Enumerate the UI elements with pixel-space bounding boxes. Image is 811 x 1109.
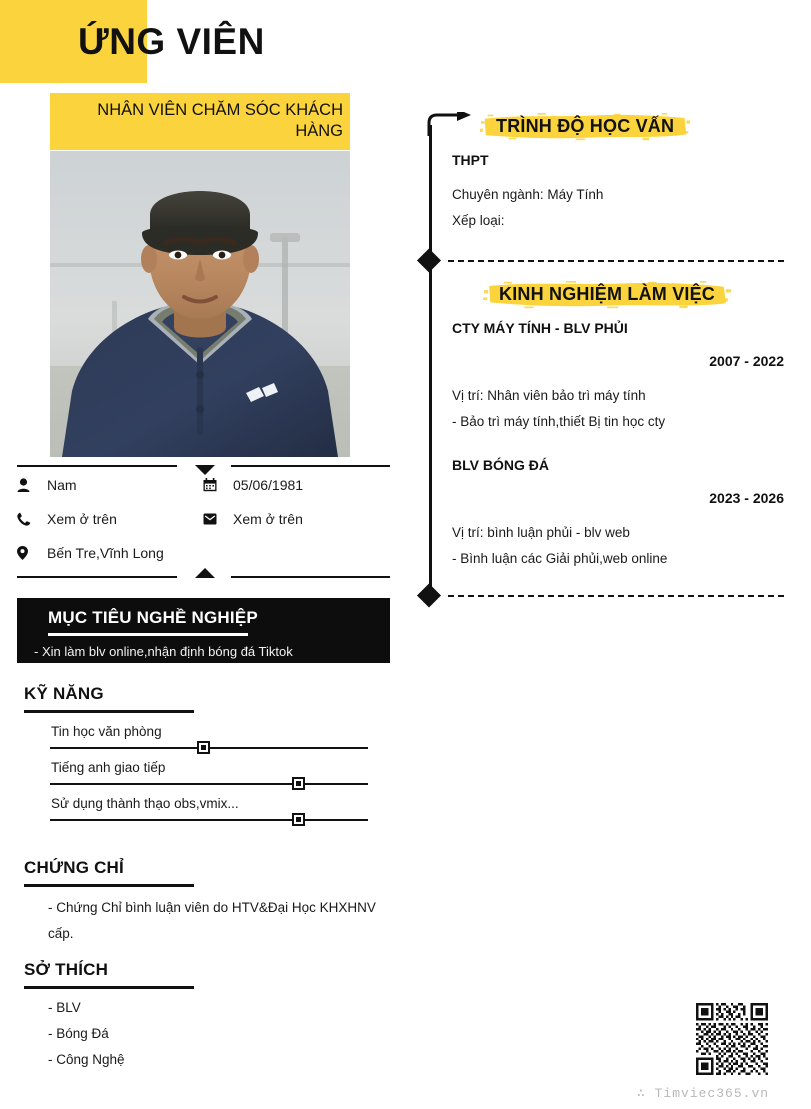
contact-value: Nam [47,477,77,493]
brand-watermark: ∴ Timviec365.vn [637,1086,770,1101]
contact-birthdate [203,477,389,493]
section-title-skills: KỸ NĂNG [24,684,104,703]
section-title-education [480,113,690,141]
contact-value: Bến Tre,Vĩnh Long [47,545,164,561]
contact-value: Xem ở trên [47,511,117,527]
certificates-section [24,858,390,947]
section-underline [24,710,194,713]
contact-row [17,477,390,511]
section-title-certificates: CHỨNG CHỈ [24,858,124,877]
mail-icon [203,513,233,525]
skill-slider-knob[interactable] [197,741,210,754]
contact-phone [17,511,203,527]
timeline-dashed-divider [448,260,784,262]
education-entry [452,152,784,235]
education-title-text: TRÌNH ĐỘ HỌC VẤN [496,116,675,136]
section-title-hobbies: SỞ THÍCH [24,960,109,979]
skill-slider-track[interactable] [50,783,368,785]
timeline-node [417,248,441,272]
skill-item [24,760,390,785]
calendar-icon [203,478,233,492]
certificate-text: - Chứng Chỉ bình luận viên do HTV&Đại Học KHXHNV cấp. [48,899,376,941]
skill-item [24,796,390,821]
skill-slider-knob[interactable] [292,777,305,790]
contact-address [17,545,203,561]
education-grade: Xếp loại: [452,213,505,229]
experience-period: 2007 - 2022 [709,353,784,369]
section-underline [24,986,194,989]
experience-title-text: KINH NGHIỆM LÀM VIỆC [499,284,716,304]
timeline-arrow-icon [427,112,477,138]
skill-label: Tiếng anh giao tiếp [51,759,166,775]
section-title-experience [483,281,731,309]
education-school: THPT [452,152,489,168]
experience-entry [452,457,784,573]
skill-label: Tin học văn phòng [51,723,162,739]
phone-icon [17,512,47,526]
section-title-objective: MỤC TIÊU NGHỀ NGHIỆP [48,608,258,627]
page-title: ỨNG VIÊN [78,21,265,62]
qr-code-icon [693,1003,771,1075]
experience-position: Vị trí: bình luận phủi - blv web [452,525,630,540]
objective-text: - Xin làm blv online,nhận định bóng đá Tiktok [34,643,293,659]
contact-value: Xem ở trên [233,511,303,527]
contact-row [17,545,390,579]
location-pin-icon [17,546,47,560]
section-underline [24,884,194,887]
education-major: Chuyên ngành: Máy Tính [452,187,604,202]
experience-entry [452,320,784,436]
person-icon [17,478,47,492]
skills-section [24,684,390,821]
candidate-photo [50,151,350,457]
experience-company: CTY MÁY TÍNH - BLV PHỦI [452,320,628,336]
contact-row [17,511,390,545]
skill-slider-track[interactable] [50,819,368,821]
experience-position: Vị trí: Nhân viên bảo trì máy tính [452,388,646,403]
experience-company: BLV BÓNG ĐÁ [452,457,549,473]
hobby-item: - BLV [48,999,81,1015]
experience-duty: - Bình luận các Giải phủi,web online [452,551,668,567]
qr-code[interactable] [693,1003,771,1075]
job-title-bar: NHÂN VIÊN CHĂM SÓC KHÁCH HÀNG [50,93,350,150]
contact-divider-top [17,461,390,471]
section-underline [48,633,248,636]
timeline-spine [429,125,432,600]
timeline-node [417,583,441,607]
experience-duty: - Bảo trì máy tính,thiết Bị tin học cty [452,414,666,430]
portrait-illustration [50,151,350,457]
hobbies-section [24,960,390,1073]
skill-slider-track[interactable] [50,747,368,749]
timeline-dashed-divider [448,595,784,597]
hobby-item: - Bóng Đá [48,1025,109,1041]
experience-period: 2023 - 2026 [709,490,784,506]
skill-slider-knob[interactable] [292,813,305,826]
contact-value: 05/06/1981 [233,477,304,493]
career-objective-section [17,598,390,663]
skill-item [24,724,390,749]
chevron-down-icon [195,465,215,475]
skill-label: Sử dụng thành thạo obs,vmix... [51,795,239,811]
contact-gender [17,477,203,493]
contact-email [203,511,389,527]
contact-info [17,477,390,579]
hobby-item: - Công Nghệ [48,1052,125,1068]
